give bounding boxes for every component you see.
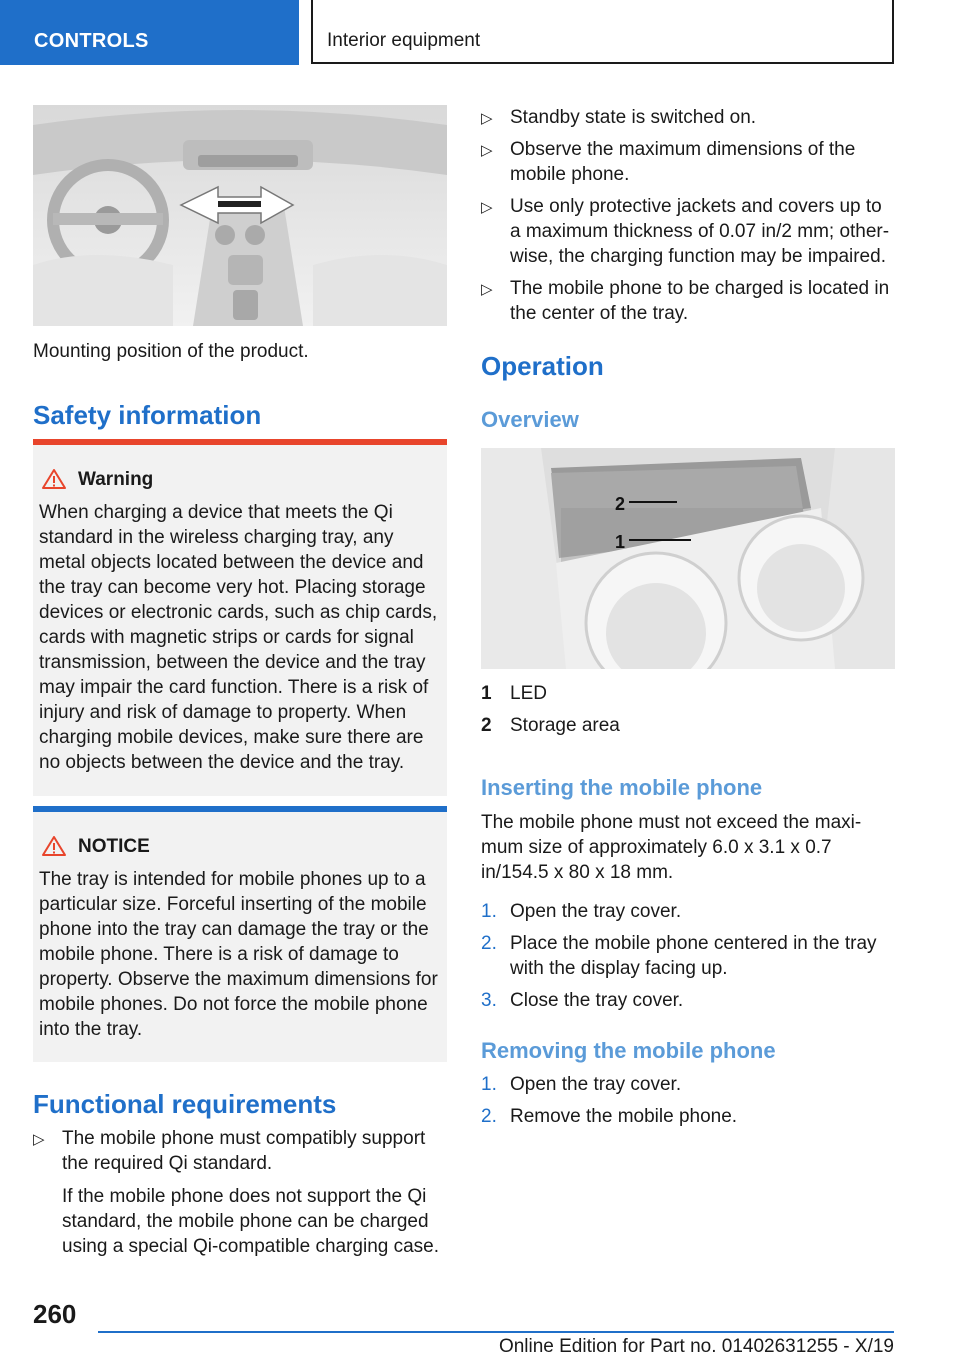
functional-list bbox=[33, 1126, 447, 1259]
warning-box bbox=[33, 439, 447, 796]
tray-label-1: 1 bbox=[615, 532, 626, 552]
warning-bar bbox=[33, 439, 447, 445]
section-tab bbox=[0, 0, 299, 65]
warning-text: When charging a device that meets the Qi standard in the wireless charging tray, any metal objects located between the device and the tray can become very hot. Placing storage devices or electronic cards, such as chip cards, cards with magnetic strips or cards for signal transmission, between the device and the tray may impair the card function. There is a risk of injury and risk of damage to property. When charging mobile devices, make sure there are no objects between the device and the tray. bbox=[39, 502, 438, 773]
section-title: CONTROLS bbox=[34, 30, 149, 52]
tray-label-2: 2 bbox=[615, 494, 626, 514]
inserting-text: The mobile phone must not exceed the maxi-mum size of approximately 6.0 x 3.1 x 0.7 in/154.5 x 80 x 18 mm. bbox=[481, 812, 862, 883]
legend-item: 1 LED bbox=[481, 683, 547, 704]
operation-heading: Operation bbox=[481, 351, 604, 381]
list-item: 2. Place the mobile phone centered in the tray with the display facing up. bbox=[481, 933, 877, 979]
chapter-tab bbox=[311, 0, 894, 64]
list-item: ▷ The mobile phone to be charged is located in the center of the tray. bbox=[481, 278, 890, 324]
triangle-bullet-icon: ▷ bbox=[481, 281, 493, 298]
tray-figure bbox=[481, 448, 895, 669]
notice-title: NOTICE bbox=[78, 836, 150, 857]
figure-caption: Mounting position of the product. bbox=[33, 341, 309, 362]
safety-heading: Safety information bbox=[33, 400, 262, 430]
footer-divider bbox=[98, 1331, 894, 1333]
triangle-bullet-icon: ▷ bbox=[481, 142, 493, 159]
tray-illustration bbox=[481, 448, 895, 669]
list-item: 3. Close the tray cover. bbox=[481, 990, 684, 1011]
list-item: ▷ Standby state is switched on. bbox=[481, 105, 895, 130]
interior-figure bbox=[33, 105, 447, 326]
notice-icon bbox=[41, 835, 67, 857]
warning-icon bbox=[41, 468, 67, 490]
list-item: ▷ Observe the maximum dimensions of the mobile phone. bbox=[481, 139, 856, 185]
notice-text: The tray is intended for mobile phones up to a particular size. Forceful inserting of the mobile phone into the tray can damage the tray or the mobile phone. There is a risk of damage to property. Observe the maximum dimensions for mobile phones. Do not force the mobile phone into the tray. bbox=[39, 869, 438, 1040]
notice-bar bbox=[33, 806, 447, 812]
triangle-bullet-icon: ▷ bbox=[481, 199, 493, 216]
triangle-bullet-icon: ▷ bbox=[481, 110, 493, 127]
functional-heading: Functional requirements bbox=[33, 1089, 337, 1119]
list-item: 2. Remove the mobile phone. bbox=[481, 1106, 738, 1127]
list-item: 1. Open the tray cover. bbox=[481, 1074, 682, 1095]
functional-note: If the mobile phone does not support the Qi standard, the mobile phone can be charged using a special Qi-compatible charging case. bbox=[62, 1186, 440, 1257]
edition-text: Online Edition for Part no. 01402631255 - X/19 bbox=[498, 1336, 894, 1357]
triangle-bullet-icon: ▷ bbox=[33, 1131, 45, 1148]
page-number: 260 bbox=[33, 1299, 77, 1329]
list-item: 1. Open the tray cover. bbox=[481, 901, 682, 922]
figure-legend bbox=[481, 681, 895, 738]
list-item: ▷ The mobile phone must compatibly support the required Qi standard. bbox=[33, 1128, 426, 1174]
list-item: ▷ Use only protective jackets and covers up to a maximum thickness of 0.07 in/2 mm; other-wise, the charging function may be impaired. bbox=[481, 196, 890, 267]
interior-illustration bbox=[33, 105, 447, 326]
overview-heading: Overview bbox=[481, 407, 579, 432]
chapter-title: Interior equipment bbox=[327, 30, 481, 51]
removing-steps bbox=[481, 1072, 895, 1129]
notice-box bbox=[33, 806, 447, 1062]
legend-item: 2 Storage area bbox=[481, 715, 620, 736]
removing-heading: Removing the mobile phone bbox=[481, 1038, 776, 1063]
requirements-list bbox=[481, 105, 895, 326]
warning-title: Warning bbox=[78, 469, 154, 490]
inserting-steps bbox=[481, 899, 895, 1013]
inserting-heading: Inserting the mobile phone bbox=[481, 775, 763, 800]
